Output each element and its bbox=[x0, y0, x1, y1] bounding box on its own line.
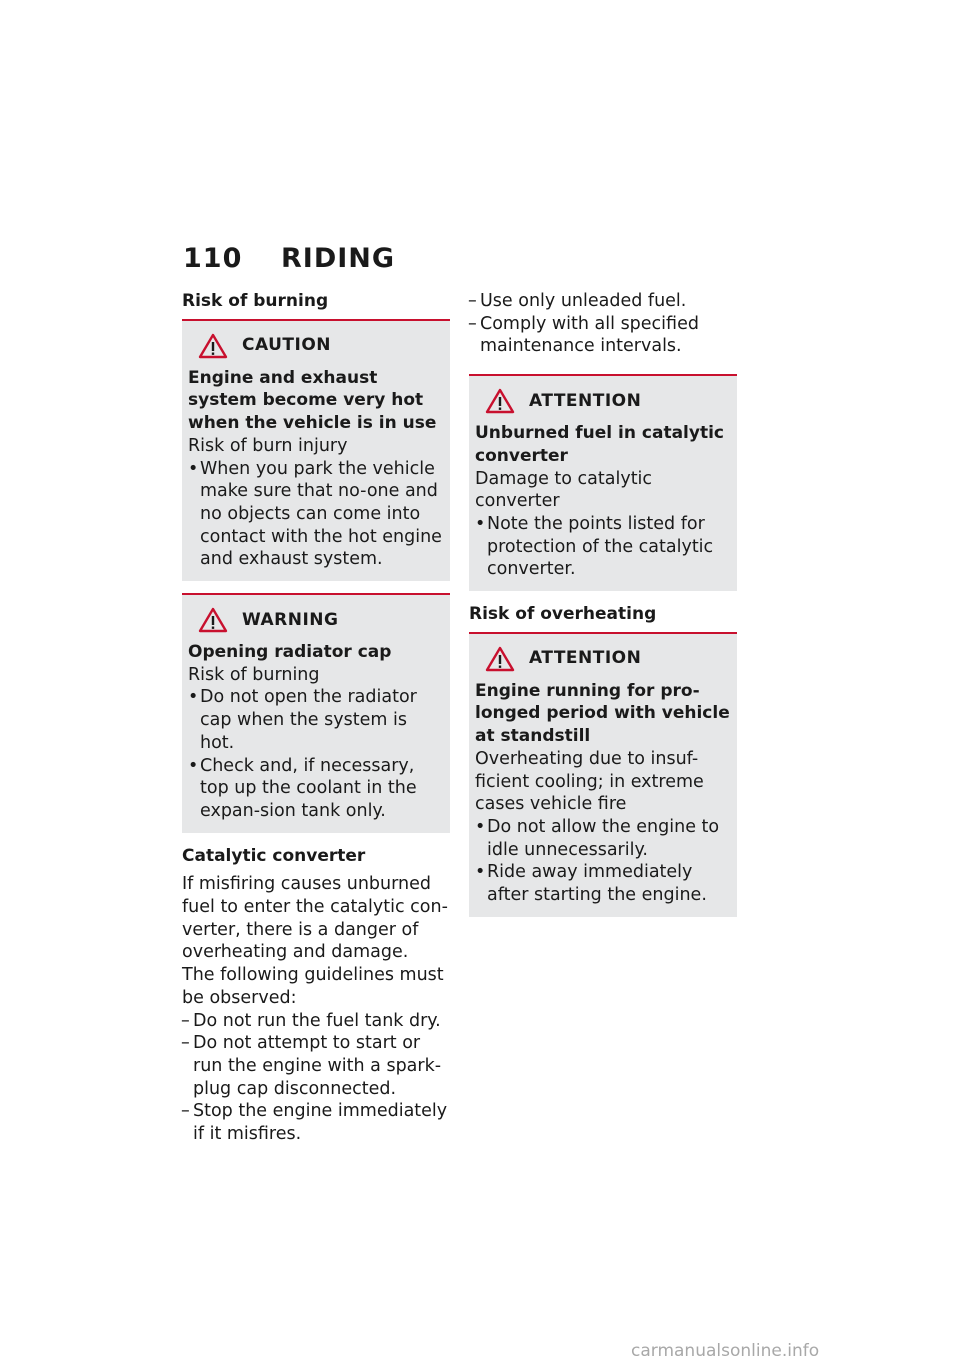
attention-headline: Engine running for pro-longed period with vehicle at standstill bbox=[475, 680, 730, 747]
list-item: • Do not allow the engine to idle unnecessarily. bbox=[475, 816, 731, 861]
attention-headline: Unburned fuel in catalytic converter bbox=[475, 423, 724, 466]
catalytic-converter-heading: Catalytic converter bbox=[182, 845, 366, 866]
caution-subtitle: Risk of burn injury bbox=[188, 435, 348, 456]
warning-title bbox=[188, 607, 444, 633]
list-item: • When you park the vehicle make sure that no-one and no objects can come into contact with the hot engine and exhaust system. bbox=[188, 458, 444, 572]
warning-label: WARNING bbox=[242, 609, 339, 630]
risk-of-overheating-heading: Risk of overheating bbox=[469, 604, 657, 625]
attention-title bbox=[475, 388, 731, 414]
warning-bullets bbox=[188, 686, 444, 822]
guidelines-paragraph: The following guidelines must be observed: bbox=[182, 965, 444, 1008]
attention-subtitle: Damage to catalytic converter bbox=[475, 468, 653, 512]
list-item: – Comply with all specified maintenance intervals. bbox=[469, 313, 737, 358]
caution-bullets bbox=[188, 458, 444, 572]
list-item: – Use only unleaded fuel. bbox=[469, 290, 737, 313]
chapter-title: RIDING bbox=[281, 243, 396, 274]
list-item: – Stop the engine immediately if it misfires. bbox=[182, 1100, 450, 1145]
left-column bbox=[182, 290, 450, 1146]
caution-title bbox=[188, 333, 444, 359]
catalytic-paragraph: If misfiring causes unburned fuel to enter the catalytic con-verter, there is a danger of overheating and damage. bbox=[182, 874, 448, 963]
attention-label: ATTENTION bbox=[529, 390, 642, 411]
warning-triangle-icon bbox=[485, 388, 515, 414]
list-item: – Do not run the fuel tank dry. bbox=[182, 1010, 450, 1033]
attention-bullets bbox=[475, 513, 731, 581]
attention-subtitle: Overheating due to insuf-ficient cooling; in extreme cases vehicle fire bbox=[475, 748, 704, 815]
right-column bbox=[469, 290, 737, 929]
warning-triangle-icon bbox=[485, 646, 515, 672]
risk-of-burning-heading: Risk of burning bbox=[182, 291, 329, 311]
list-item: • Check and, if necessary, top up the coolant in the expan-sion tank only. bbox=[188, 755, 444, 823]
attention-box-overheating bbox=[469, 632, 737, 917]
attention-bullets bbox=[475, 816, 731, 907]
attention-label: ATTENTION bbox=[529, 648, 642, 669]
page-number: 110 bbox=[183, 243, 243, 274]
list-item: • Ride away immediately after starting the engine. bbox=[475, 861, 731, 906]
list-item: • Note the points listed for protection of the catalytic converter. bbox=[475, 513, 731, 581]
caution-label: CAUTION bbox=[242, 335, 332, 356]
warning-subtitle: Risk of burning bbox=[188, 664, 320, 685]
list-item: • Do not open the radiator cap when the system is hot. bbox=[188, 686, 444, 754]
attention-box-catalytic bbox=[469, 374, 737, 591]
catalytic-dash-list bbox=[182, 1010, 450, 1146]
attention-title bbox=[475, 646, 731, 672]
watermark: carmanualsonline.info bbox=[631, 1341, 820, 1361]
warning-triangle-icon bbox=[198, 607, 228, 633]
warning-headline: Opening radiator cap bbox=[188, 642, 392, 663]
caution-box bbox=[182, 319, 450, 581]
page-header bbox=[183, 243, 395, 274]
warning-box bbox=[182, 593, 450, 833]
warning-triangle-icon bbox=[198, 333, 228, 359]
caution-headline: Engine and exhaust system become very hot when the vehicle is in use bbox=[188, 367, 437, 434]
fuel-dash-list bbox=[469, 290, 737, 358]
list-item: – Do not attempt to start or run the engine with a spark-plug cap disconnected. bbox=[182, 1032, 450, 1100]
